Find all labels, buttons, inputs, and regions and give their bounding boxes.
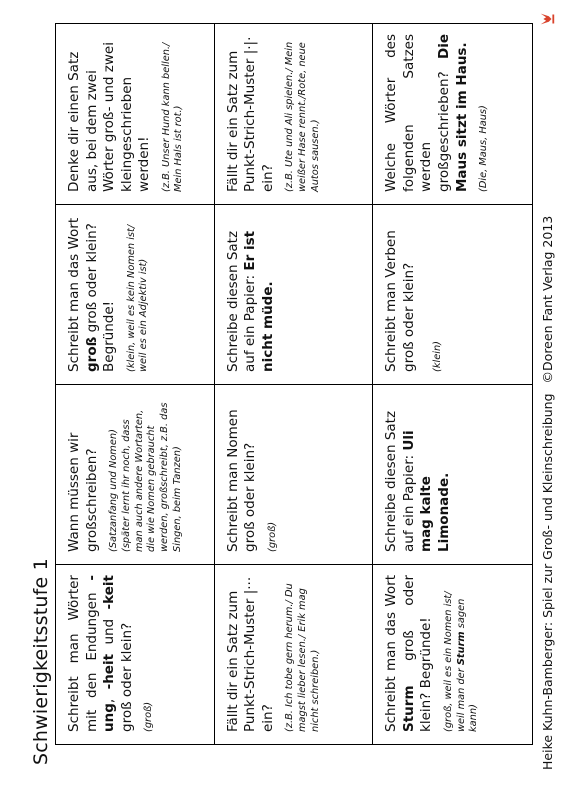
question-text: Fällt dir ein Satz zum Punkt-Strich-Muster |·|· ein?: [224, 36, 276, 192]
card-question: [383, 575, 436, 732]
question-text: ,: [101, 689, 118, 704]
answer-text: (z.B. Ute und Ali spielen./ Mein weißer Hase rennt./Rote, neue Autos sausen.): [284, 41, 321, 192]
answer-text: (groß, weil es ein Nomen ist/ weil man der: [442, 591, 467, 732]
question-text: Schreibt man das Wort: [66, 217, 82, 372]
card: [373, 204, 532, 384]
answer-text: (klein): [432, 341, 444, 372]
card: [56, 204, 215, 384]
bold-text: -heit: [101, 653, 118, 690]
card-answer: [267, 395, 280, 552]
card-question: [225, 215, 278, 372]
card: [373, 384, 532, 564]
card-grid: [55, 23, 533, 745]
bold-text: Sturm: [455, 631, 467, 666]
question-text: Schreibe diesen Satz auf ein Papier:: [224, 230, 259, 372]
answer-text: (groß): [266, 521, 278, 552]
question-text: Schreibe diesen Satz auf ein Papier:: [383, 410, 417, 552]
answer-text: (Die, Maus, Haus): [478, 105, 490, 192]
footer-copyright: ©Doreen Fant Verlag 2013: [540, 215, 555, 384]
question-text: Welche Wörter des folgenden Satzes werden großgeschrieben?: [383, 34, 452, 192]
card: [215, 384, 374, 564]
answer-text: sagen kann): [455, 598, 480, 732]
card: [215, 204, 374, 384]
answer-text: (Satzanfang und Nomen) (später lernt ihr noch, dass man auch andere Wortarten, die wie Nomen gebraucht werden, großschreibt, z.B. das Singen, beim Tanzen): [108, 402, 183, 552]
card: [215, 24, 374, 204]
bold-text: groß: [83, 336, 100, 372]
card-answer: [443, 575, 481, 732]
answer-text: (z.B. Ich tobe gern herum./ Du magst lieber lesen./ Erik mag nicht schreiben.): [284, 583, 321, 732]
card-answer: [161, 34, 186, 192]
page-title: Schwierigkeitsstufe 1: [30, 558, 52, 765]
answer-text: (klein, weil es kein Nomen ist/ weil es ein Adjektiv ist): [125, 224, 150, 372]
card-answer: [126, 215, 151, 372]
card: [56, 24, 215, 204]
question-text: Fällt dir ein Satz zum Punkt-Strich-Muster |··· ein?: [224, 576, 276, 732]
question-text: groß oder klein?: [118, 622, 135, 732]
footer-author: Heike Kuhn-Bamberger: Spiel zur Groß- und Kleinschreibung: [540, 393, 555, 770]
answer-text: (groß): [143, 701, 155, 732]
card: [373, 24, 532, 204]
question-text: Schreibt man Verben groß oder klein?: [383, 230, 417, 372]
question-text: groß oder klein? Begründe!: [400, 575, 435, 732]
card-question: [383, 34, 471, 192]
bold-text: Sturm: [400, 685, 417, 732]
question-text: groß oder klein? Begründe!: [83, 223, 118, 372]
answer-text: (z.B. Unser Hund kann bellen./ Mein Hals ist rot.): [160, 42, 185, 192]
question-text: und: [101, 609, 118, 654]
question-text: Wann müssen wir großschreiben?: [66, 432, 100, 552]
question-text: Schreibt man Nomen groß oder klein?: [224, 409, 259, 552]
card-answer: [284, 34, 322, 192]
card-question: [383, 395, 453, 552]
question-text: Schreibt man Wörter mit den Endungen: [66, 575, 100, 732]
bold-text: Uli mag kalte Limonade.: [400, 430, 452, 552]
card-question: [225, 395, 260, 552]
bold-text: Er ist nicht müde.: [242, 230, 276, 372]
card: [56, 564, 215, 744]
question-text: Denke dir einen Satz aus, bei dem zwei Wörter groß- und zwei kleingeschrieben werden!: [66, 42, 153, 192]
card-question: [383, 215, 418, 372]
card-answer: [478, 34, 491, 192]
card-question: [66, 34, 154, 192]
publisher-logo-icon: [538, 10, 556, 28]
bold-text: -keit: [101, 575, 118, 610]
card-question: [66, 575, 136, 732]
card: [56, 384, 215, 564]
footer: [540, 20, 555, 770]
bold-text: Die Maus sitzt im Haus.: [435, 34, 470, 192]
card: [373, 564, 532, 744]
card-answer: [143, 575, 156, 732]
question-text: Schreibt man das Wort: [383, 575, 400, 732]
card-answer: [108, 395, 184, 552]
card-question: [66, 395, 101, 552]
bold-text: -ung: [83, 575, 118, 732]
card-question: [225, 575, 278, 732]
card-question: [66, 215, 119, 372]
card-answer: [432, 215, 445, 372]
card: [215, 564, 374, 744]
card-answer: [284, 575, 322, 732]
card-question: [225, 34, 278, 192]
